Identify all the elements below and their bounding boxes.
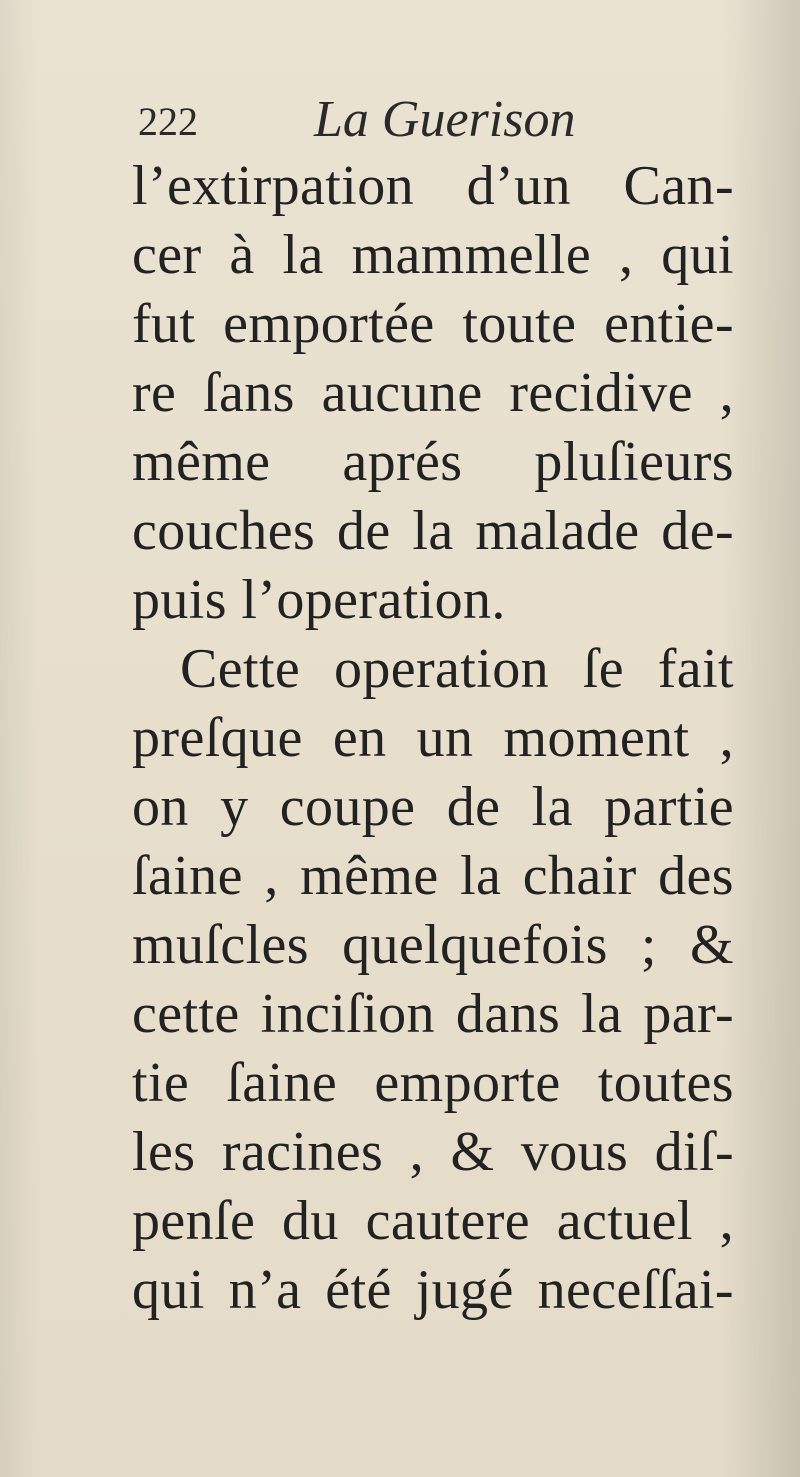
text-line: penſe du cautere actuel , xyxy=(132,1190,734,1252)
text-line: qui n’a été jugé neceſſai- xyxy=(132,1259,734,1321)
text-line: cette inciſion dans la par- xyxy=(132,983,734,1045)
text-line: ſaine , même la chair des xyxy=(132,845,734,907)
text-line: même aprés pluſieurs xyxy=(132,431,734,493)
running-head xyxy=(138,90,738,160)
text-line: on y coupe de la partie xyxy=(132,776,734,838)
text-line: preſque en un moment , xyxy=(132,707,734,769)
text-line: re ſans aucune recidive , xyxy=(132,362,734,424)
text-line: muſcles quelquefois ; & xyxy=(132,914,734,976)
running-title: La Guerison xyxy=(314,91,576,148)
text-line: les racines , & vous diſ- xyxy=(132,1121,734,1183)
text-line: l’extirpation d’un Can- xyxy=(132,155,734,217)
text-line: cer à la mammelle , qui xyxy=(132,224,734,286)
text-line: puis l’operation. xyxy=(132,569,506,631)
body-text xyxy=(132,152,752,1325)
text-line: Cette operation ſe fait xyxy=(180,638,734,700)
text-line: fut emportée toute entie- xyxy=(132,293,734,355)
text-line: couches de la malade de- xyxy=(132,500,734,562)
page-number: 222 xyxy=(138,99,198,144)
text-line: tie ſaine emporte toutes xyxy=(132,1052,734,1114)
